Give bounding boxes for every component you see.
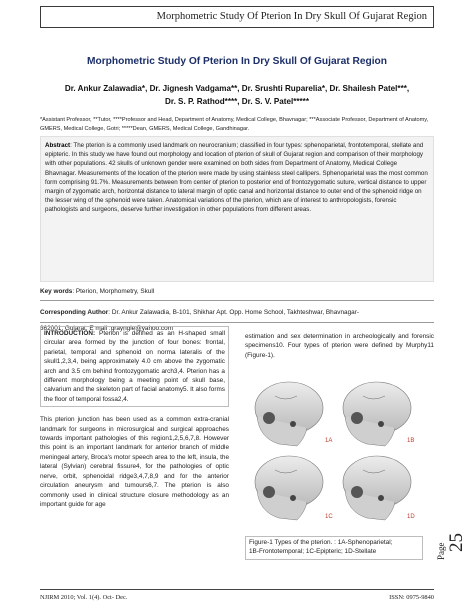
skull-1a bbox=[255, 382, 323, 446]
skull-1d bbox=[343, 456, 411, 520]
authors-line-2: Dr. S. P. Rathod****, Dr. S. V. Patel***** bbox=[165, 97, 309, 106]
footer-journal: NJIRM 2010; Vol. 1(4). Oct- Dec. bbox=[40, 594, 128, 601]
keywords-text: : Pterion, Morphometry, Skull bbox=[72, 288, 155, 295]
intro-paragraph-1: Pterion is defined as an H-shaped small circular area formed by the junction of four bones: frontal, parietal, temporal and sphenoid on norma lateralis of the skull1,2,3,4, being approximately 4.0 cm above the zygomatic arch and 3.5 cm behind frontozygomatic arch3,4. Pterion has a different morphology being a meeting point of skull base, calvarium and the skeleton part of facial anatomy5. It also forms the floor of temporal fossa2,4. bbox=[44, 330, 225, 403]
affiliations: *Assistant Professor, **Tutor, ****Professor and Head, Department of Anatomy, Medical College, Bhavnagar; ***Associate Professor, Department of Anatomy, GMERS, Medical College, Gotri; *****Dean, GMERS, Medical College, Gandhinagar. bbox=[40, 117, 429, 132]
running-head: Morphometric Study Of Pterion In Dry Skull Of Gujarat Region bbox=[40, 6, 434, 28]
paper-title: Morphometric Study Of Pterion In Dry Skull Of Gujarat Region bbox=[87, 56, 387, 67]
intro-label: INTRODUCTION: bbox=[44, 330, 96, 337]
figure-caption-line-1: Figure-1 Types of the pterion. : 1A-Sphenoparietal; bbox=[249, 539, 393, 546]
authors bbox=[40, 82, 434, 108]
page-word: Page bbox=[436, 542, 446, 560]
keywords bbox=[40, 288, 434, 295]
figure-label-1c: 1C bbox=[325, 514, 333, 520]
footer-issn: ISSN: 0975-9840 bbox=[389, 594, 434, 601]
page-number: 25 bbox=[446, 533, 467, 552]
keywords-label: Key words bbox=[40, 288, 73, 295]
divider-bottom bbox=[40, 322, 434, 323]
footer-rule bbox=[40, 589, 434, 590]
skull-1b bbox=[343, 382, 411, 446]
abstract-box bbox=[40, 136, 434, 282]
abstract-label: Abstract bbox=[45, 142, 71, 149]
correspondence-label: Corresponding Author bbox=[40, 309, 109, 316]
skull-1c bbox=[255, 456, 323, 520]
abstract-text: : The pterion is a commonly used landmark on neurocranium; classified in four types: sphenoparietal, frontotemporal, stellate and epipteric. In this study we have found out morphology and location of pterion of skull of Gujarat region and comparison of their morphology with other populations. 42 skulls of unknown gender were examined on both sides from Department of Anatomy, Medical College Bhavnagar. Measurements of the location of the pterion were made by using stainless steel callipers. Sphenoparietal was the most common form comprising 91.7%. Measurements between from center of pterion to posterior end of frontozygomatic suture, vertical distance to upper margin of zygomatic arch, horizontal distance to lateral margin of optic canal and horizontal distance to outer end of the sphenoid ridge on the lesser wing of the sphenoid were taken. Anatomical variations of the pterion, which are of interest to anthropologists, forensic pathologists and surgeons, deserve further investigation in other populations from different areas. bbox=[45, 142, 428, 214]
figure-1 bbox=[245, 378, 420, 528]
figure-label-1a: 1A bbox=[325, 438, 333, 444]
authors-line-1: Dr. Ankur Zalawadia*, Dr. Jignesh Vadgama**, Dr. Srushti Ruparelia*, Dr. Shailesh Patel***, bbox=[64, 84, 410, 93]
left-column bbox=[40, 326, 229, 517]
page-number-block bbox=[436, 520, 470, 560]
correspondence-line-2: 362001, Gujarat, E mail :grayngle@yahoo.com bbox=[40, 324, 173, 332]
figure-label-1d: 1D bbox=[407, 514, 415, 520]
intro-paragraph-2: This pterion junction has been used as a common extra-cranial landmark for surgeons in microsurgical and surgical approaches towards important pathologies of this region1,2,5,6,7,8. However this point is an important landmark for anterior branch of middle meningeal artery, Broca's motor speech area to the left, insula, the lateral (Sylvian) cerebral fissure4, for the pathologies of optic nerve, orbit, sphenoidal ridge3,4,7,8,9 and for the anterior circulation aneurysm and tumours6,7. The pterion is also commonly used in clinical structure closure methodology as an important guide for age bbox=[40, 416, 229, 508]
figure-caption-line-2: 1B-Frontotemporal; 1C-Epipteric; 1D-Stellate bbox=[249, 548, 377, 556]
figure-caption bbox=[245, 536, 423, 560]
figure-1-skulls bbox=[245, 378, 420, 528]
correspondence-line-1: : Dr. Ankur Zalawadia, B-101, Shikhar Apt. Opp. Home School, Takhteshwar, Bhavnagar- bbox=[108, 309, 359, 316]
divider-top bbox=[40, 300, 434, 301]
figure-label-1b: 1B bbox=[407, 438, 415, 444]
right-column-text: estimation and sex determination in archeologically and forensic specimens10. Four types of pterion were defined by Murphy11 (Figure-1). bbox=[245, 333, 434, 359]
intro-box bbox=[40, 326, 229, 407]
